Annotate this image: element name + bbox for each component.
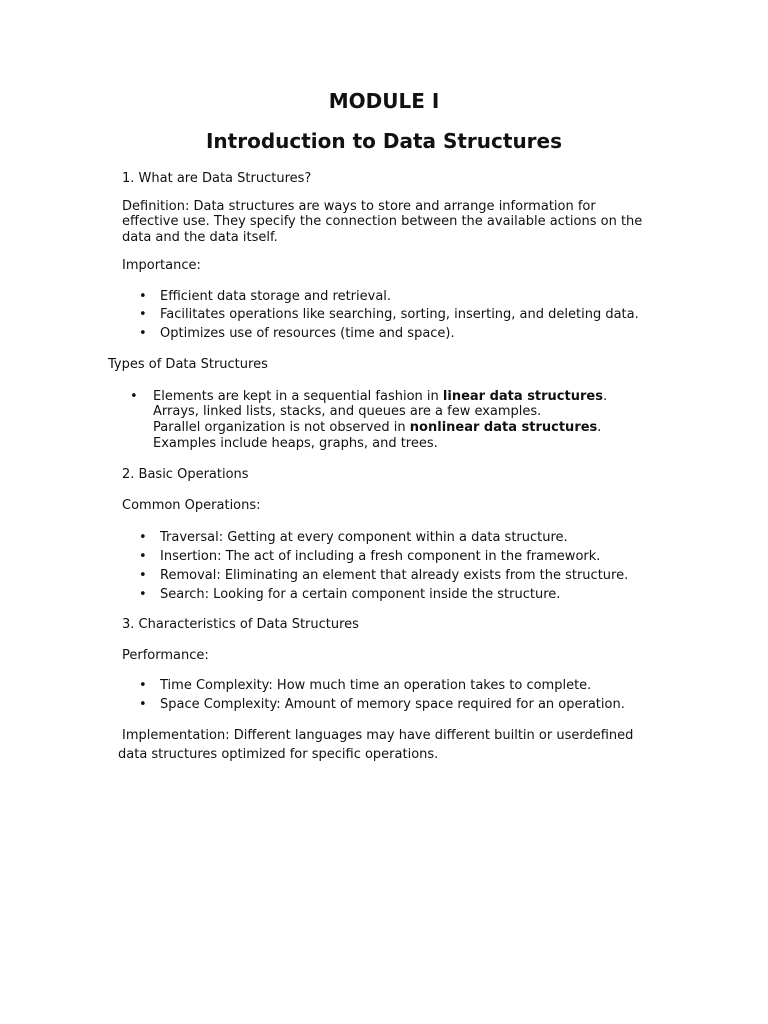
types-text: .	[602, 389, 608, 404]
list-item: Facilitates operations like searching, sorting, inserting, and deleting data.	[160, 307, 639, 322]
bullet-icon: •	[139, 289, 147, 304]
list-item: Insertion: The act of including a fresh component in the framework.	[160, 549, 601, 564]
bullet-icon: •	[139, 678, 147, 693]
definition-line: Definition: Data structures are ways to store and arrange information for	[122, 199, 596, 214]
bullet-icon: •	[139, 587, 147, 602]
bullet-icon: •	[139, 549, 147, 564]
section-1-heading: 1. What are Data Structures?	[122, 171, 312, 186]
types-line-nonlinear	[153, 420, 601, 436]
linear-keyword: linear data structures	[442, 389, 603, 404]
nonlinear-keyword: nonlinear data structures	[409, 420, 598, 435]
definition-line: data and the data itself.	[122, 230, 278, 245]
common-operations-label: Common Operations:	[122, 498, 261, 513]
implementation-line: data structures optimized for specific operations.	[118, 747, 439, 762]
types-line-linear	[153, 389, 607, 405]
types-line-examples: Arrays, linked lists, stacks, and queues are a few examples.	[153, 404, 542, 419]
performance-label: Performance:	[122, 648, 209, 663]
list-item: Space Complexity: Amount of memory space required for an operation.	[160, 697, 625, 712]
types-text: .	[597, 420, 602, 435]
section-3-heading: 3. Characteristics of Data Structures	[122, 617, 359, 632]
bullet-icon: •	[130, 389, 138, 404]
bullet-icon: •	[139, 530, 147, 545]
list-item: Efficient data storage and retrieval.	[160, 289, 392, 304]
bullet-icon: •	[139, 326, 147, 341]
module-title: MODULE I	[328, 89, 440, 113]
types-line-examples: Examples include heaps, graphs, and trees.	[153, 436, 438, 451]
definition-line: effective use. They specify the connection between the available actions on the	[122, 214, 643, 229]
document-title: Introduction to Data Structures	[205, 129, 563, 153]
types-text: Parallel organization is not observed in	[153, 420, 410, 435]
implementation-line: Implementation: Different languages may have different builtin or userdefined	[122, 728, 634, 743]
list-item: Search: Looking for a certain component inside the structure.	[160, 587, 561, 602]
section-2-heading: 2. Basic Operations	[122, 467, 249, 482]
types-text: Elements are kept in a sequential fashion in	[153, 389, 443, 404]
list-item: Optimizes use of resources (time and space).	[160, 326, 455, 341]
bullet-icon: •	[139, 307, 147, 322]
bullet-icon: •	[139, 568, 147, 583]
bullet-icon: •	[139, 697, 147, 712]
list-item: Traversal: Getting at every component within a data structure.	[160, 530, 568, 545]
list-item: Removal: Eliminating an element that already exists from the structure.	[160, 568, 629, 583]
types-heading: Types of Data Structures	[108, 357, 268, 372]
importance-label: Importance:	[122, 258, 201, 273]
list-item: Time Complexity: How much time an operation takes to complete.	[160, 678, 592, 693]
